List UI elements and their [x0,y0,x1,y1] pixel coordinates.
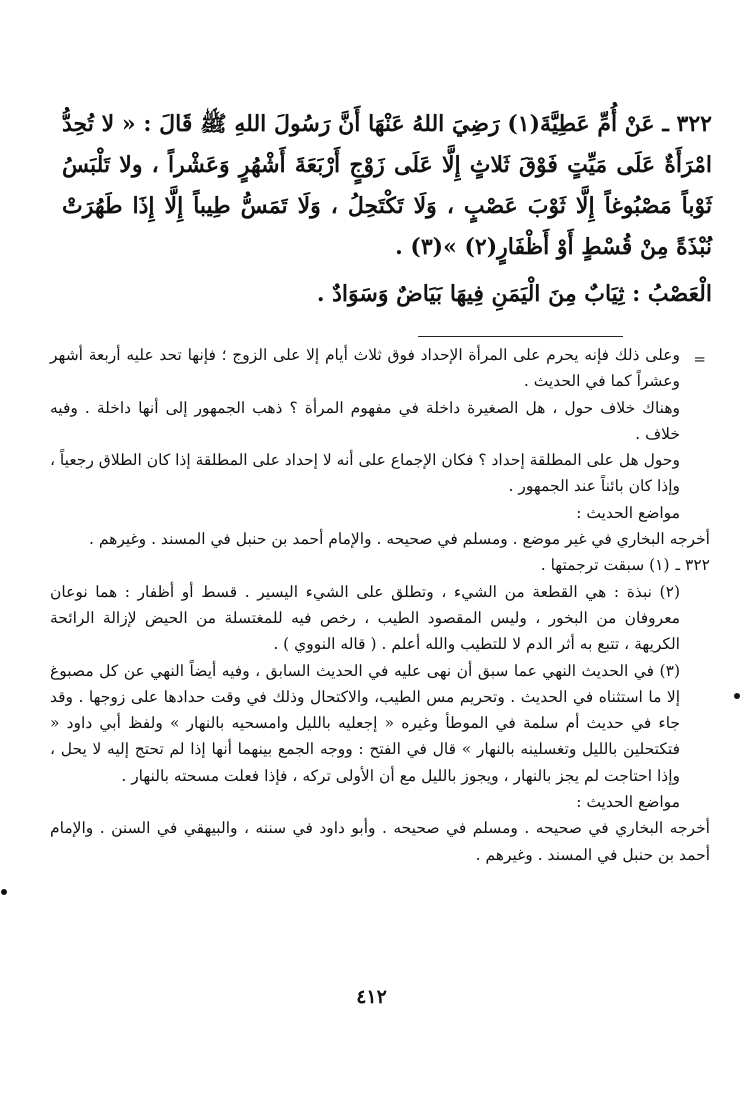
footnote-separator [418,336,623,337]
hadith-gloss: الْعَصْبُ : ثِيَابٌ مِنَ الْيَمَنِ فِيهَا بَيَاضٌ وَسَوَادٌ . [316,281,712,307]
page-number: ٤١٢ [356,986,387,1008]
scan-speck [734,693,740,699]
scan-speck [1,889,7,895]
hadith-text: ٣٢٢ ـ عَنْ أُمِّ عَطِيَّةَ(١) رَضِيَ اللهُ عَنْهَا أَنَّ رَسُولَ اللهِ ﷺ قَالَ : « لا تُحِدُّ امْرَأَةٌ عَلَى مَيِّتٍ فَوْقَ ثَلاثٍ إِلَّا عَلَى زَوْجٍ أَرْبَعَةَ أَشْهُرٍ وَعَشْراً ، ولا تَلْبَسُ ثَوْباً مَصْبُوغاً إِلَّا ثَوْبَ عَصْبٍ ، وَلَا تَكْتَحِلُ ، وَلَا تَمَسُّ طِيباً إِلَّا إِذَا طَهُرَتْ نُبْذَةً مِنْ قُسْطٍ أَوْ أَظْفَارٍ(٢) »(٣) . [62,111,712,260]
note-paragraph-mourning: وعلى ذلك فإنه يحرم على المرأة الإحداد فوق ثلاث أيام إلا على الزوج ؛ فإنها تحد عليه أربعة أشهر وعشراً كما في الحديث . [50,346,680,391]
sources-heading: مواضع الحديث : [576,503,680,522]
sources-heading: مواضع الحديث : [576,793,680,812]
footnote-2: (٢) نبذة : هي القطعة من الشيء ، وتطلق على الشيء اليسير . قسط أو أظفار : هما نوعان معروفان من البخور ، وليس المقصود الطيب ، رخص فيه للمغتسلة من الحيض لإزالة الرائحة الكريهة ، تتبع به أثر الدم لا للتطيب والله أعلم . ( قاله النووي ) . [50,582,680,654]
continuation-marker: = [693,350,706,368]
sources-text: أخرجه البخاري في صحيحه . ومسلم في صحيحه . وأبو داود في سننه ، والبيهقي في السنن . والإمام أحمد بن حنبل في المسند . وغيرهم . [50,819,710,864]
footnote-1-text: (١) سبقت ترجمتها . [540,556,670,575]
hadith-block [62,104,712,315]
footnote-1 [50,552,710,578]
footnotes [50,342,710,868]
note-paragraph-young-girl: وهناك خلاف حول ، هل الصغيرة داخلة في مفهوم المرأة ؟ ذهب الجمهور إلى أنها داخلة . وفيه خلاف . [50,398,680,443]
footnote-hadith-number: ٣٢٢ ـ [675,556,710,575]
sources-text: أخرجه البخاري في غير موضع . ومسلم في صحيحه . والإمام أحمد بن حنبل في المسند . وغيرهم . [88,530,710,549]
footnote-3: (٣) في الحديث النهي عما سبق أن نهى عليه في الحديث السابق ، وفيه أيضاً النهي عن كل مصبوغ إلا ما استثناه في الحديث . وتحريم مس الطيب، والاكتحال وذلك في وقت حدادها على زوجها . وقد جاء في حديث أم سلمة في الموطأ وغيره « إجعليه بالليل وامسحيه بالنهار » ولفظ أبي داود « فتكتحلين بالليل وتغسلينه بالنهار » قال في الفتح : ووجه الجمع بينهما أنها إذا لم تحتج إليه لا يحل ، وإذا احتاجت لم يجز بالنهار ، ويجوز بالليل مع أن الأولى تركه ، فإذا فعلت مسحته بالنهار . [50,661,680,785]
note-paragraph-divorcee: وحول هل على المطلقة إحداد ؟ فكان الإجماع على أنه لا إحداد على المطلقة إذا كان الطلاق رجعياً ، وإذا كان بائناً عند الجمهور . [50,451,680,496]
